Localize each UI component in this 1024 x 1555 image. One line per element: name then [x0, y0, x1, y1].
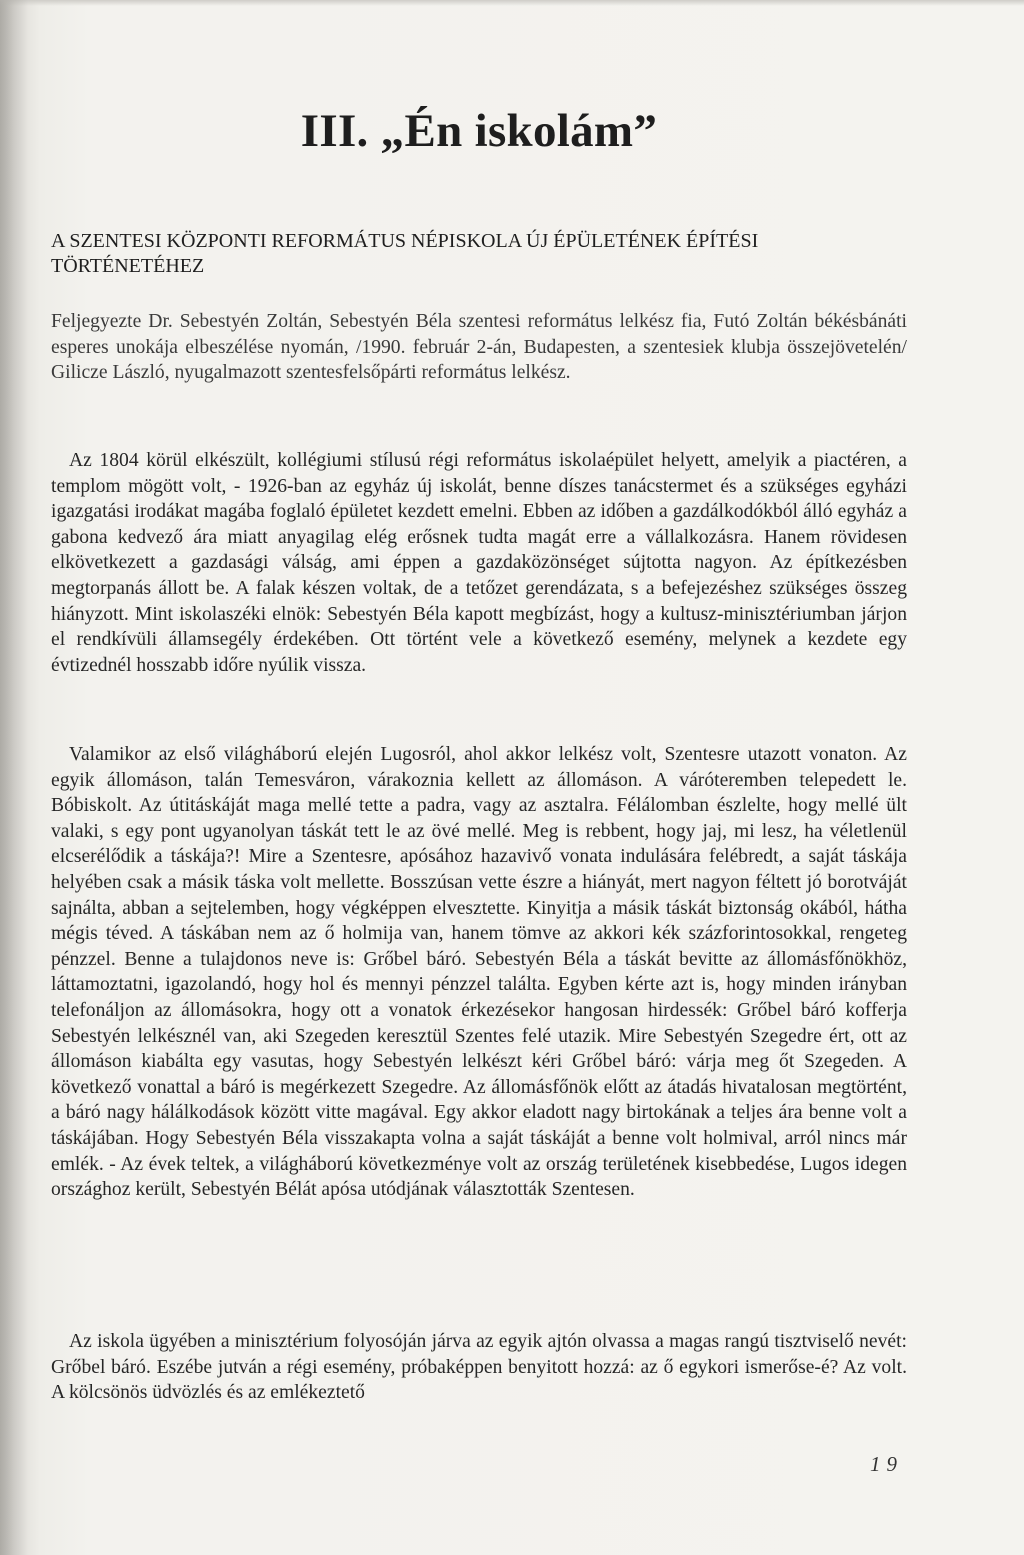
section-heading: A SZENTESI KÖZPONTI REFORMÁTUS NÉPISKOLA ÚJ ÉPÜLETÉNEK ÉPÍTÉSI TÖRTÉNETÉHEZ	[51, 230, 759, 277]
body-paragraph: Valamikor az első világháború elején Lugosról, ahol akkor lelkész volt, Szentesre utazott vonaton. Az egyik állomáson, talán Temesváron, várakoznia kellett az állomáson. A váróteremben telepedett le. Bóbiskolt. Az útitáskáját maga mellé tette a padra, vagy az asztalra. Félálomban észlelte, hogy mellé ült valaki, s egy pont ugyanolyan táskát tett le az övé mellé. Meg is rebbent, hogy jaj, mi lesz, ha véletlenül elcserélődik a táskája?! Mire a Szentesre, apósához hazavivő vonata indulására felébredt, a saját táskája helyében csak a másik táska volt mellette. Bosszúsan vette észre a hiányát, mert nagyon féltett jó borotváját sajnálta, abban a sejtelemben, hogy végképpen elvesztette. Kinyitja a másik táskát biztonság okából, hátha mégis téved. A táskában nem az ő holmija van, hanem tömve az akkori kék százforintosokkal, rengeteg pénzzel. Benne a tulajdonos neve is: Grőbel báró. Sebestyén Béla a táskát bevitte az állomásfőnökhöz, láttamoztatni, igazolandó, hogy hol és mennyi pénzzel találta. Egyben kérte azt is, hogy minden irányban telefonáljon az állomásokra, hogy ott a vonatok érkezésekor hangosan hirdessék: Grőbel báró kofferja Sebestyén lelkésznél van, aki Szegeden keresztül Szentes felé utazik. Mire Sebestyén Szegedre ért, ott az állomáson kiabálta egy vasutas, hogy Sebestyén lelkészt kéri Grőbel báró: várja meg őt Szegeden. A következő vonattal a báró is megérkezett Szegedre. Az állomásfőnök előtt az átadás hivatalosan megtörtént, a báró nagy hálálkodások között vitte magával. Egy akkor eladott nagy birtokának a teljes ára benne volt a táskájában. Hogy Sebestyén Béla visszakapta volna a saját táskáját a benne volt holmival, arról nincs már emlék. - Az évek teltek, a világháború következménye volt az ország területének kisebbedése, Lugos idegen országhoz került, Sebestyén Bélát apósa utódjának választották Szentesen.	[51, 744, 907, 1201]
body-paragraph: Az iskola ügyében a minisztérium folyosóján járva az egyik ajtón olvassa a magas rangú tisztviselő nevét: Grőbel báró. Eszébe jutván a régi esemény, próbaképpen benyitott hozzá: az ő egykori ismerőse-é? Az volt. A kölcsönös üdvözlés és az emlékeztető	[51, 1331, 907, 1404]
page-number: 19	[870, 1452, 903, 1476]
author-note: Feljegyezte Dr. Sebestyén Zoltán, Sebestyén Béla szentesi református lelkész fia, Futó Zoltán békésbánáti esperes unokája elbeszélése nyomán, /1990. február 2-án, Budapesten, a szentesiek klubja összejövetelén/ Gilicze László, nyugalmazott szentesfelsőpárti református lelkész.	[51, 311, 907, 384]
chapter-title: III. „Én iskolám”	[300, 105, 658, 157]
body-paragraph: Az 1804 körül elkészült, kollégiumi stílusú régi református iskolaépület helyett, amelyik a piactéren, a templom mögött volt, - 1926-ban az egyház új iskolát, benne díszes tanácstermet és a szükséges egyházi igazgatási irodákat magába foglaló épületet kezdett emelni. Ebben az időben a gazdálkodókból álló egyház a gabona kedvező ára miatt anyagilag elég erősnek tudta magát erre a vállalkozásra. Hanem rövidesen elkövetkezett a gazdasági válság, ami éppen a gazdaközönséget sújtotta nagyon. Az építkezésben megtorpanás állott be. A falak készen voltak, de a tetőzet gerendázata, s a befejezéshez szükséges összeg hiányzott. Mint iskolaszéki elnök: Sebestyén Béla kapott megbízást, hogy a kultusz-minisztériumban járjon el rendkívüli államsegély érdekében. Ott történt vele a következő esemény, melynek a kezdete egy évtizednél hosszabb időre nyúlik vissza.	[51, 450, 907, 676]
